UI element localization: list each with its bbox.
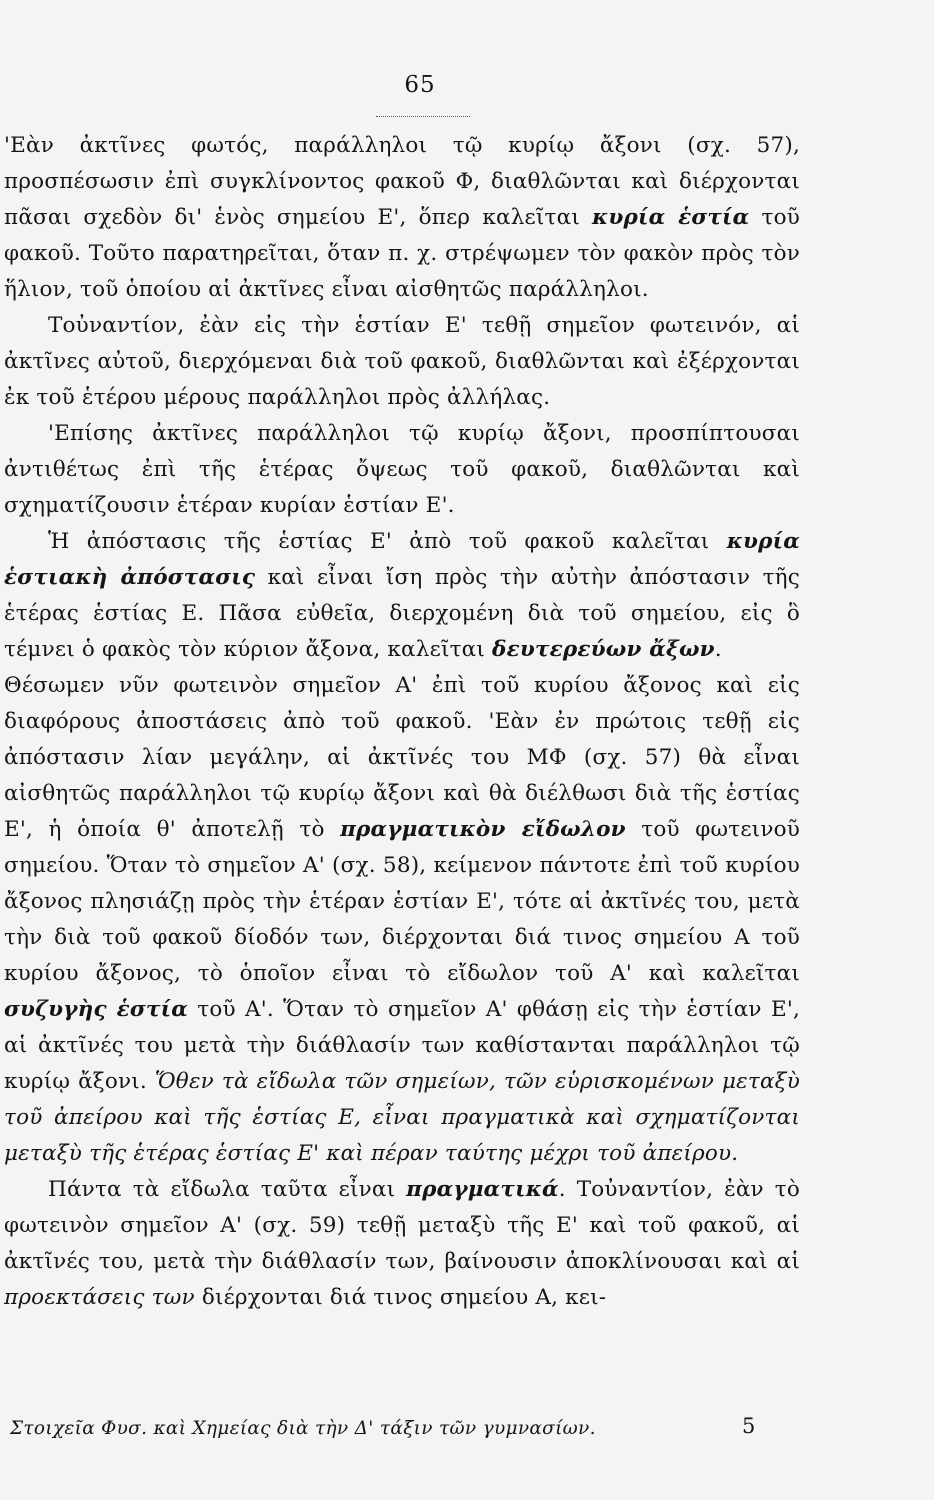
text-run: Πάντα τὰ εἴδωλα ταῦτα εἶναι xyxy=(48,1177,407,1202)
text-run: Τοὐναντίον, ἐὰν εἰς τὴν ἑστίαν Ε' τεθῇ σημεῖον φωτεινόν, αἱ ἀκτῖνες αὐτοῦ, διερχόμεναι διὰ τοῦ φακοῦ, διαθλῶνται καὶ ἐξέρχονται ἐκ τοῦ ἑτέρου μέρους παράλληλοι πρὸς ἀλλήλας. xyxy=(4,313,800,410)
emphasized-term: δευτερεύων ἄξων xyxy=(492,637,715,662)
text-run: Θέσωμεν νῦν φωτεινὸν σημεῖον Α' ἐπὶ τοῦ κυρίου ἄξονος καὶ εἰς διαφόρους ἀποστάσεις ἀπὸ τοῦ φακοῦ. 'Εὰν ἐν πρώτοις τεθῇ εἰς ἀπόστασιν λίαν μεγάλην, αἱ ἀκτῖνές του ΜΦ (σχ. 57) θὰ εἶναι αἰσθητῶς παράλληλοι τῷ κυρίῳ ἄξονι καὶ θὰ διέλθωσι διὰ τῆς ἑστίας Ε', ἡ ὁποία θ' ἀποτελῇ τὸ xyxy=(4,673,800,842)
emphasized-term: κυρία ἑστία xyxy=(592,205,750,230)
text-run: Ἡ ἀπόστασις τῆς ἑστίας Ε' ἀπὸ τοῦ φακοῦ καλεῖται xyxy=(48,529,727,554)
signature-mark: 5 xyxy=(742,1414,756,1438)
text-run: τοῦ φωτεινοῦ σημείου. Ὅταν τὸ σημεῖον Α' (σχ. 58), κείμενον πάντοτε ἐπὶ τοῦ κυρίου ἄξονος πλησιάζῃ πρὸς τὴν ἑτέραν ἑστίαν Ε', τότε αἱ ἀκτῖνές του, μετὰ τὴν διὰ τοῦ φακοῦ δίοδόν των, διέρχονται διά τινος σημείου Α τοῦ κυρίου ἄξονος, τὸ ὁποῖον εἶναι τὸ εἴδωλον τοῦ Α' καὶ καλεῖται xyxy=(4,817,800,986)
italic-text: Ὅθεν τὰ εἴδωλα τῶν σημείων, τῶν εὑρισκομένων μεταξὺ τοῦ ἀπείρου καὶ τῆς ἑστίας Ε, εἶναι πραγματικὰ καὶ σχηματίζονται μεταξὺ τῆς ἑτέρας ἑστίας Ε' καὶ πέραν ταύτης μέχρι τοῦ ἀπείρου. xyxy=(4,1069,800,1166)
text-run: τοῦ Α'. Ὅταν τὸ σημεῖον Α' φθάσῃ εἰς τὴν ἑστίαν Ε', αἱ ἀκτῖνές του μετὰ τὴν διάθλασίν των καθίστανται παράλληλοι τῷ κυρίῳ ἄξονι. xyxy=(4,997,800,1094)
page-number: 65 xyxy=(404,72,436,98)
text-run: διέρχονται διά τινος σημείου Α, κει- xyxy=(194,1285,607,1310)
text-run: 'Εὰν ἀκτῖνες φωτός, παράλληλοι τῷ κυρίῳ ἄξονι (σχ. 57), προσπέσωσιν ἐπὶ συγκλίνοντος φακοῦ Φ, διαθλῶνται καὶ διέρχονται πᾶσαι σχεδὸν δι' ἑνὸς σημείου Ε', ὅπερ καλεῖται xyxy=(4,133,800,230)
italic-text: προεκτάσεις των xyxy=(4,1285,195,1310)
paragraph xyxy=(4,524,800,668)
paragraph xyxy=(4,1172,800,1316)
footer-title: Στοιχεῖα Φυσ. καὶ Χημείας διὰ τὴν Δ' τάξιν τῶν γυμνασίων. xyxy=(10,1418,596,1439)
text-run: 'Επίσης ἀκτῖνες παράλληλοι τῷ κυρίῳ ἄξονι, προσπίπτουσαι ἀντιθέτως ἐπὶ τῆς ἑτέρας ὄψεως τοῦ φακοῦ, διαθλῶνται καὶ σχηματίζουσιν ἑτέραν κυρίαν ἑστίαν Ε'. xyxy=(4,421,800,518)
paragraph xyxy=(4,668,800,1172)
text-run: καὶ εἶναι ἴση πρὸς τὴν αὐτὴν ἀπόστασιν τῆς ἑτέρας ἑστίας Ε. Πᾶσα εὐθεῖα, διερχομένη διὰ τοῦ σημείου, εἰς ὃ τέμνει ὁ φακὸς τὸν κύριον ἄξονα, καλεῖται xyxy=(4,565,800,662)
paragraph xyxy=(4,308,800,416)
emphasized-term: πραγματικὸν εἴδωλον xyxy=(340,817,626,842)
emphasized-term: κυρία ἑστιακὴ ἀπόστασις xyxy=(4,529,800,590)
text-run: . xyxy=(714,637,722,662)
paragraph xyxy=(4,416,800,524)
paragraph xyxy=(4,128,800,308)
text-run: . Τοὐναντίον, ἐὰν τὸ φωτεινὸν σημεῖον Α' (σχ. 59) τεθῇ μεταξὺ τῆς Ε' καὶ τοῦ φακοῦ, αἱ ἀκτῖνές του, μετὰ τὴν διάθλασίν των, βαίνουσιν ἀποκλίνουσαι καὶ αἱ xyxy=(4,1177,800,1274)
emphasized-term: συζυγὴς ἑστία xyxy=(4,997,188,1022)
header-rule xyxy=(376,116,470,117)
body-text xyxy=(4,128,800,1316)
emphasized-term: πραγματικά xyxy=(406,1177,559,1202)
text-run: τοῦ φακοῦ. Τοῦτο παρατηρεῖται, ὅταν π. χ. στρέψωμεν τὸν φακὸν πρὸς τὸν ἥλιον, τοῦ ὁποίου αἱ ἀκτῖνες εἶναι αἰσθητῶς παράλληλοι. xyxy=(4,205,801,302)
